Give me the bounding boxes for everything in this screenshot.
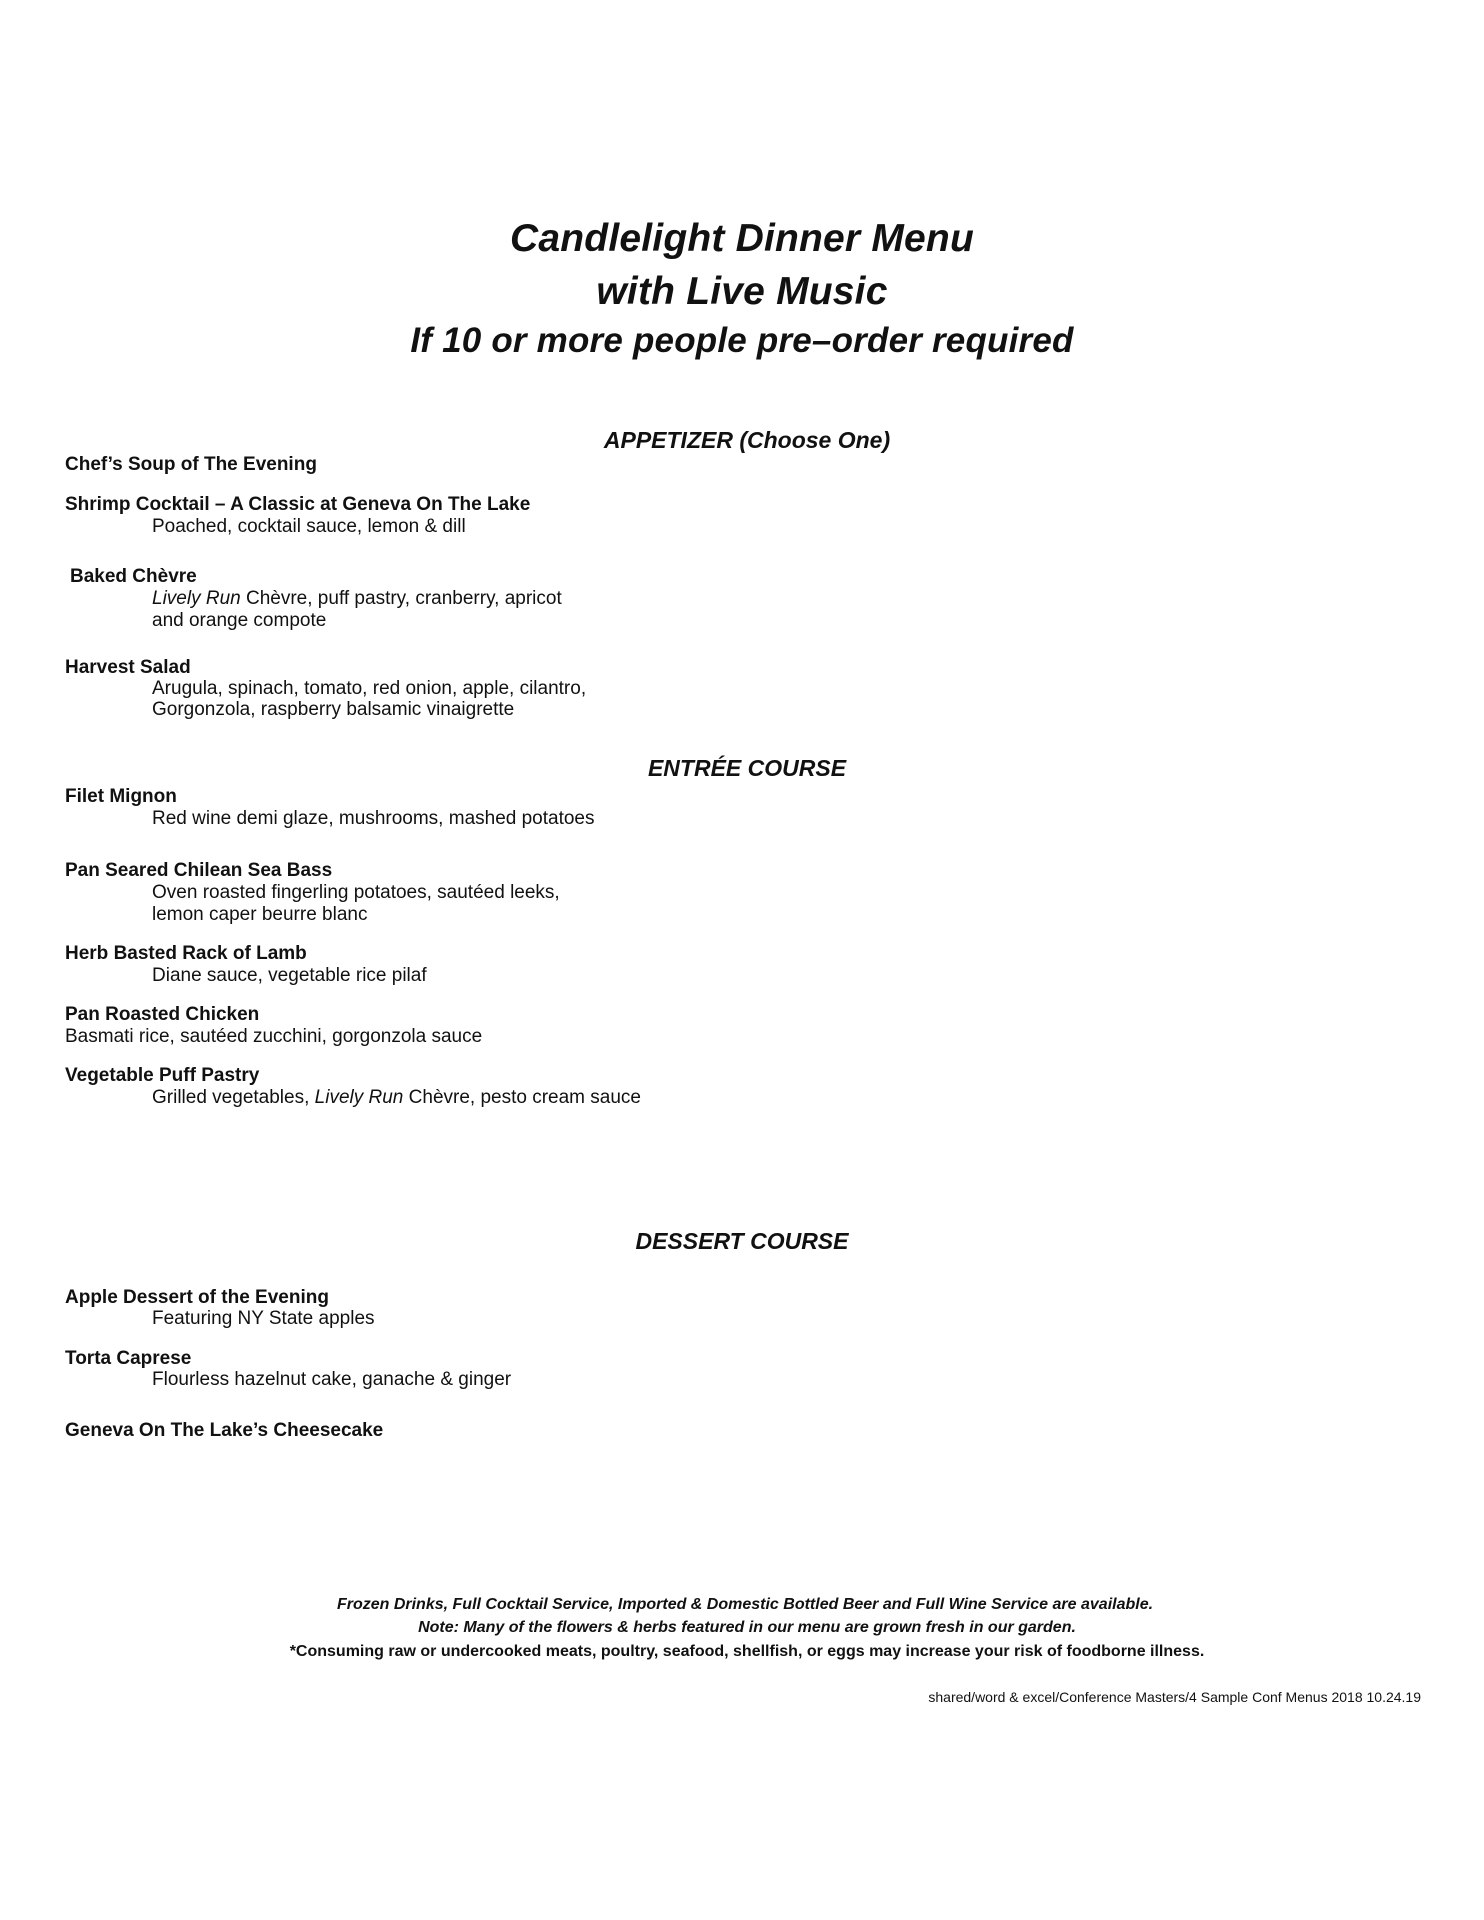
appetizer-chevre-name: Baked Chèvre bbox=[70, 566, 197, 587]
dessert-heading: DESSERT COURSE bbox=[635, 1228, 849, 1254]
pastry-desc-before: Grilled vegetables, bbox=[152, 1087, 315, 1108]
appetizer-heading: APPETIZER (Choose One) bbox=[603, 427, 891, 453]
menu-title: Candlelight Dinner Menu bbox=[510, 217, 974, 260]
footer-drinks-note: Frozen Drinks, Full Cocktail Service, Imported & Domestic Bottled Beer and Full Wine Service are available. bbox=[336, 1596, 1154, 1613]
preorder-note: If 10 or more people pre–order required bbox=[410, 321, 1074, 360]
entree-lamb-name: Herb Basted Rack of Lamb bbox=[65, 943, 307, 964]
entree-filet-desc: Red wine demi glaze, mushrooms, mashed potatoes bbox=[152, 808, 595, 829]
appetizer-chevre-desc-line1 bbox=[152, 588, 562, 610]
entree-lamb-desc: Diane sauce, vegetable rice pilaf bbox=[152, 965, 427, 986]
entree-seabass-desc-line1: Oven roasted fingerling potatoes, sautéed leeks, bbox=[152, 882, 560, 903]
pastry-desc-after: Chèvre, pesto cream sauce bbox=[403, 1087, 641, 1108]
appetizer-shrimp-desc: Poached, cocktail sauce, lemon & dill bbox=[152, 516, 466, 537]
entree-filet-name: Filet Mignon bbox=[65, 786, 177, 807]
entree-seabass-desc-line2: lemon caper beurre blanc bbox=[152, 904, 368, 925]
appetizer-chevre-desc-line2: and orange compote bbox=[152, 610, 327, 631]
footer-health-warning: *Consuming raw or undercooked meats, poultry, seafood, shellfish, or eggs may increase your risk of foodborne illness. bbox=[289, 1643, 1205, 1660]
dessert-cheesecake-name: Geneva On The Lake’s Cheesecake bbox=[65, 1420, 384, 1441]
appetizer-salad-desc-line1: Arugula, spinach, tomato, red onion, apple, cilantro, bbox=[152, 678, 587, 699]
entree-chicken-name: Pan Roasted Chicken bbox=[65, 1004, 260, 1025]
entree-heading: ENTRÉE COURSE bbox=[647, 755, 847, 781]
dessert-apple-name: Apple Dessert of the Evening bbox=[65, 1287, 329, 1308]
entree-pastry-desc bbox=[152, 1087, 641, 1109]
dessert-torta-desc: Flourless hazelnut cake, ganache & ginger bbox=[152, 1369, 512, 1390]
dessert-torta-name: Torta Caprese bbox=[65, 1348, 192, 1369]
entree-seabass-name: Pan Seared Chilean Sea Bass bbox=[65, 860, 333, 881]
entree-chicken-desc: Basmati rice, sautéed zucchini, gorgonzola sauce bbox=[65, 1026, 483, 1047]
appetizer-soup-name: Chef’s Soup of The Evening bbox=[65, 454, 317, 475]
brand-name-italic: Lively Run bbox=[152, 588, 241, 609]
document-reference: shared/word & excel/Conference Masters/4 Sample Conf Menus 2018 10.24.19 bbox=[928, 1689, 1421, 1705]
chevre-desc-rest: Chèvre, puff pastry, cranberry, apricot bbox=[240, 588, 562, 609]
entree-pastry-name: Vegetable Puff Pastry bbox=[65, 1065, 260, 1086]
appetizer-salad-desc-line2: Gorgonzola, raspberry balsamic vinaigrette bbox=[152, 699, 515, 720]
appetizer-salad-name: Harvest Salad bbox=[65, 657, 191, 678]
dessert-apple-desc: Featuring NY State apples bbox=[152, 1308, 375, 1329]
appetizer-shrimp-name: Shrimp Cocktail – A Classic at Geneva On The Lake bbox=[65, 494, 531, 515]
menu-subtitle: with Live Music bbox=[596, 270, 888, 313]
footer-garden-note: Note: Many of the flowers & herbs featured in our menu are grown fresh in our garden. bbox=[418, 1619, 1076, 1636]
brand-name-italic: Lively Run bbox=[314, 1087, 404, 1108]
